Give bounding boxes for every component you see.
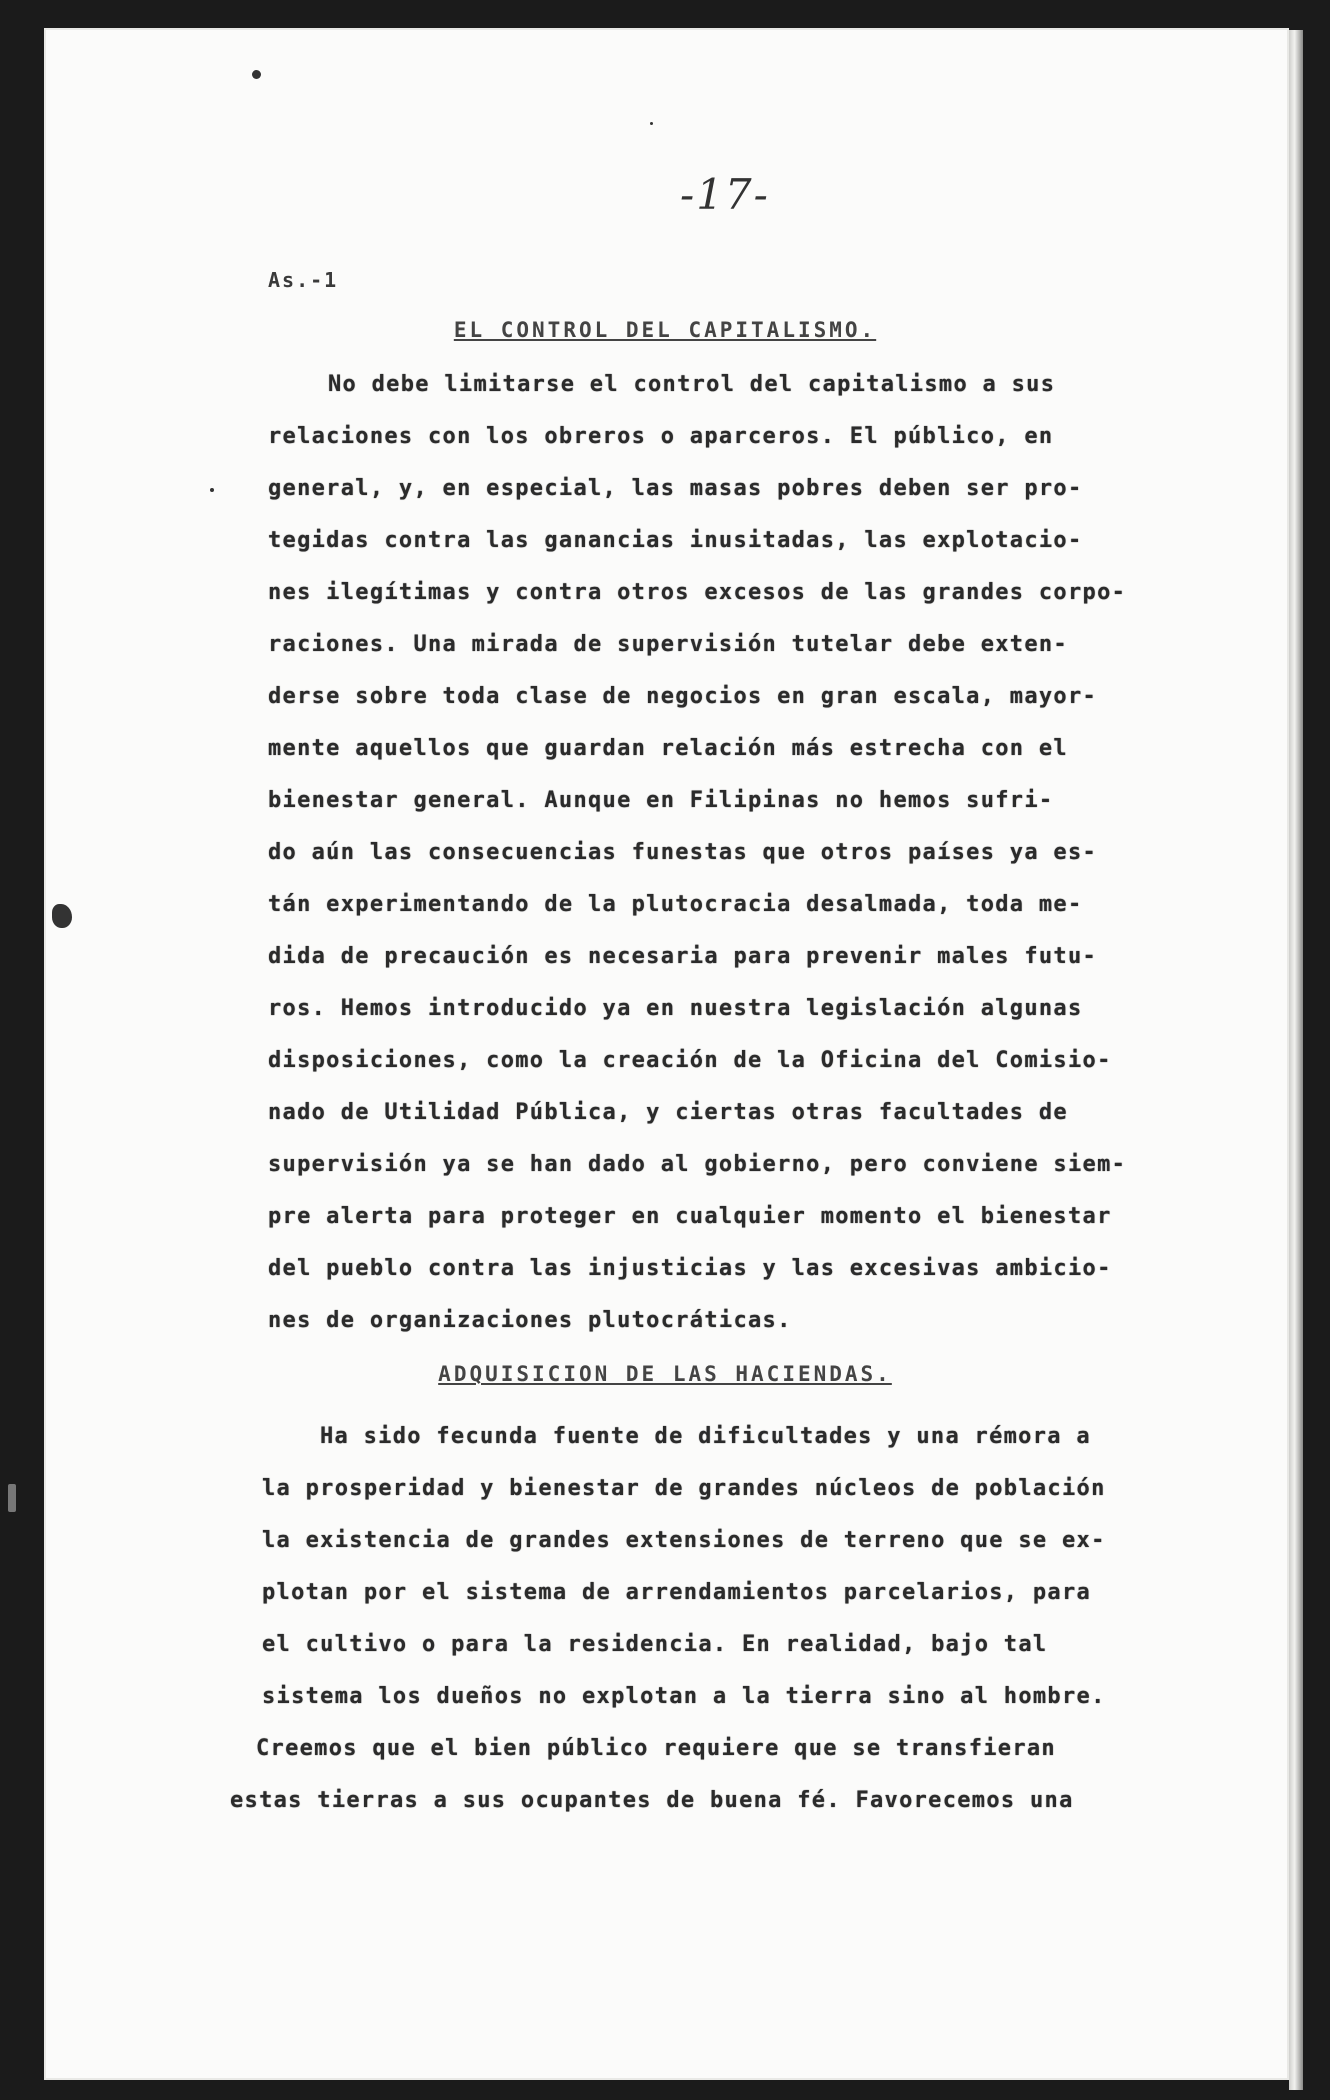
text-line: tán experimentando de la plutocracia desalmada, toda me- (268, 892, 1083, 917)
section-heading-capitalism: EL CONTROL DEL CAPITALISMO. (453, 318, 877, 342)
binding-mark (52, 904, 72, 928)
text-line: la existencia de grandes extensiones de terreno que se ex- (262, 1528, 1106, 1553)
text-line: do aún las consecuencias funestas que otros países ya es- (268, 840, 1098, 865)
text-line: plotan por el sistema de arrendamientos parcelarios, para (262, 1580, 1092, 1605)
text-line: supervisión ya se han dado al gobierno, pero conviene siem- (268, 1152, 1127, 1177)
text-line: la prosperidad y bienestar de grandes núcleos de población (262, 1476, 1106, 1501)
text-line: ros. Hemos introducido ya en nuestra legislación algunas (268, 996, 1083, 1021)
text-line: nes ilegítimas y contra otros excesos de las grandes corpo- (268, 580, 1127, 605)
text-line: disposiciones, como la creación de la Oficina del Comisio- (268, 1048, 1112, 1073)
text-line: bienestar general. Aunque en Filipinas no hemos sufri- (268, 788, 1054, 813)
text-line: general, y, en especial, las masas pobres deben ser pro- (268, 476, 1083, 501)
text-line: estas tierras a sus ocupantes de buena fé. Favorecemos una (230, 1788, 1074, 1813)
text-line: del pueblo contra las injusticias y las excesivas ambicio- (268, 1256, 1112, 1281)
ink-speck (650, 122, 653, 125)
text-line: No debe limitarse el control del capitalismo a sus (328, 372, 1056, 397)
text-line: relaciones con los obreros o aparceros. El público, en (268, 424, 1054, 449)
text-line: el cultivo o para la residencia. En realidad, bajo tal (262, 1632, 1048, 1657)
text-line: sistema los dueños no explotan a la tierra sino al hombre. (262, 1684, 1106, 1709)
document-reference: As.-1 (268, 268, 339, 292)
text-line: nes de organizaciones plutocráticas. (268, 1308, 792, 1333)
text-line: nado de Utilidad Pública, y ciertas otras facultades de (268, 1100, 1068, 1125)
text-line: pre alerta para proteger en cualquier momento el bienestar (268, 1204, 1112, 1229)
page-number: -17- (680, 170, 770, 219)
text-line: Creemos que el bien público requiere que se transfieran (256, 1736, 1056, 1761)
ink-speck (252, 70, 261, 79)
ink-speck (210, 488, 214, 492)
section-heading-haciendas: ADQUISICION DE LAS HACIENDAS. (438, 1362, 892, 1386)
edge-tab (8, 1484, 16, 1512)
text-line: Ha sido fecunda fuente de dificultades y una rémora a (320, 1424, 1091, 1449)
text-line: raciones. Una mirada de supervisión tutelar debe exten- (268, 632, 1068, 657)
text-line: derse sobre toda clase de negocios en gran escala, mayor- (268, 684, 1098, 709)
text-line: dida de precaución es necesaria para prevenir males futu- (268, 944, 1098, 969)
text-line: tegidas contra las ganancias inusitadas, las explotacio- (268, 528, 1083, 553)
text-line: mente aquellos que guardan relación más estrecha con el (268, 736, 1068, 761)
